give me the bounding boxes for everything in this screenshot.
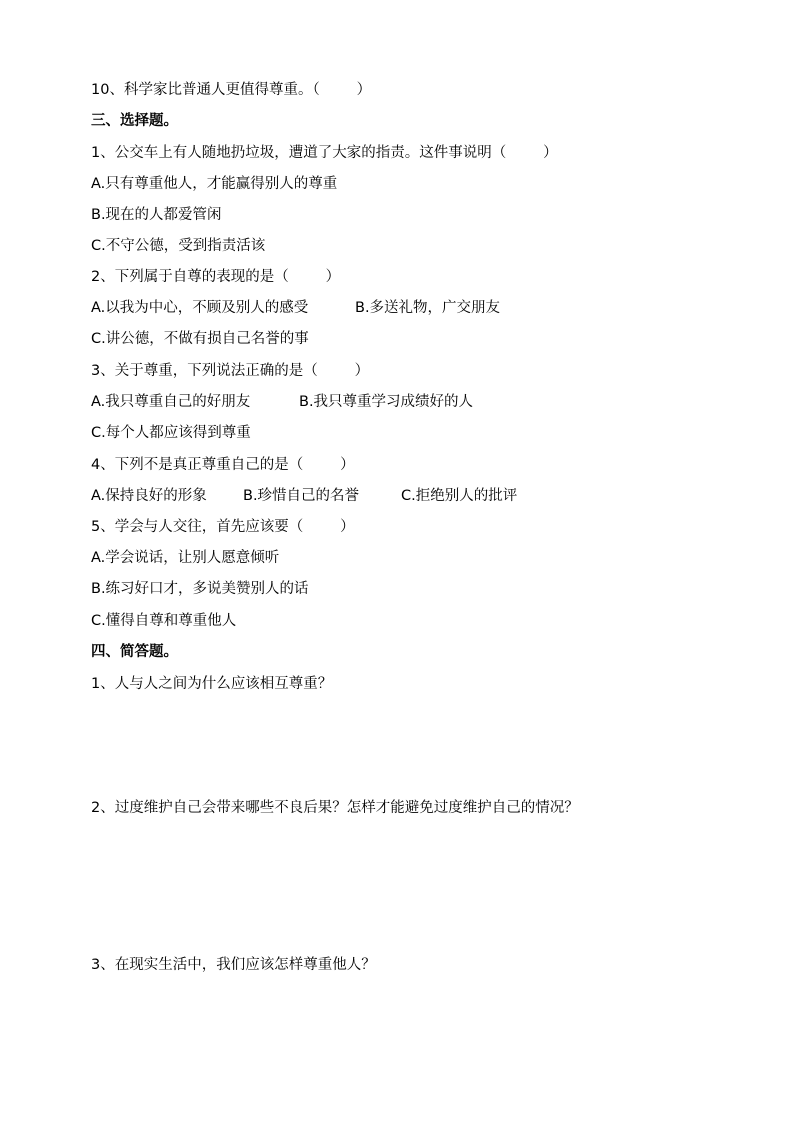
short-answer-question-2: 2、过度维护自己会带来哪些不良后果？怎样才能避免过度维护自己的情况？ xyxy=(91,800,579,816)
question-3-stem: 3、关于尊重，下列说法正确的是（ ） xyxy=(91,363,370,379)
question-4-stem: 4、下列不是真正尊重自己的是（ ） xyxy=(91,457,355,473)
question-2-stem: 2、下列属于自尊的表现的是（ ） xyxy=(91,269,341,285)
short-answer-question-1: 1、人与人之间为什么应该相互尊重？ xyxy=(91,676,333,692)
question-1-option-b: B.现在的人都爱管闲 xyxy=(91,207,222,223)
short-answer-question-3: 3、在现实生活中，我们应该怎样尊重他人？ xyxy=(91,957,376,973)
question-4-option-c: C.拒绝别人的批评 xyxy=(401,488,518,504)
section-heading-multiple-choice: 三、选择题。 xyxy=(91,113,178,129)
question-4-option-b: B.珍惜自己的名誉 xyxy=(243,488,360,504)
question-1-option-a: A.只有尊重他人，才能赢得别人的尊重 xyxy=(91,176,338,192)
question-2-option-a: A.以我为中心，不顾及别人的感受 xyxy=(91,300,309,316)
question-5-option-b: B.练习好口才，多说美赞别人的话 xyxy=(91,581,309,597)
question-5-stem: 5、学会与人交往，首先应该要（ ） xyxy=(91,519,355,535)
question-2-option-c: C.讲公德，不做有损自己名誉的事 xyxy=(91,331,309,347)
question-5-option-a: A.学会说话，让别人愿意倾听 xyxy=(91,550,280,566)
true-false-item-10: 10、科学家比普通人更值得尊重。（ ） xyxy=(91,82,372,98)
question-3-option-b: B.我只尊重学习成绩好的人 xyxy=(299,394,474,410)
section-heading-short-answer: 四、简答题。 xyxy=(91,644,178,660)
question-1-option-c: C.不守公德，受到指责活该 xyxy=(91,238,266,254)
question-2-options-row xyxy=(91,298,500,318)
question-3-option-a: A.我只尊重自己的好朋友 xyxy=(91,394,251,410)
question-1-stem: 1、公交车上有人随地扔垃圾，遭道了大家的指责。这件事说明（ ） xyxy=(91,145,558,161)
question-2-option-b: B.多送礼物，广交朋友 xyxy=(355,300,501,316)
question-3-option-c: C.每个人都应该得到尊重 xyxy=(91,425,251,441)
question-5-option-c: C.懂得自尊和尊重他人 xyxy=(91,613,237,629)
question-4-options-row xyxy=(91,486,517,506)
question-4-option-a: A.保持良好的形象 xyxy=(91,488,207,504)
question-3-options-row xyxy=(91,392,473,412)
